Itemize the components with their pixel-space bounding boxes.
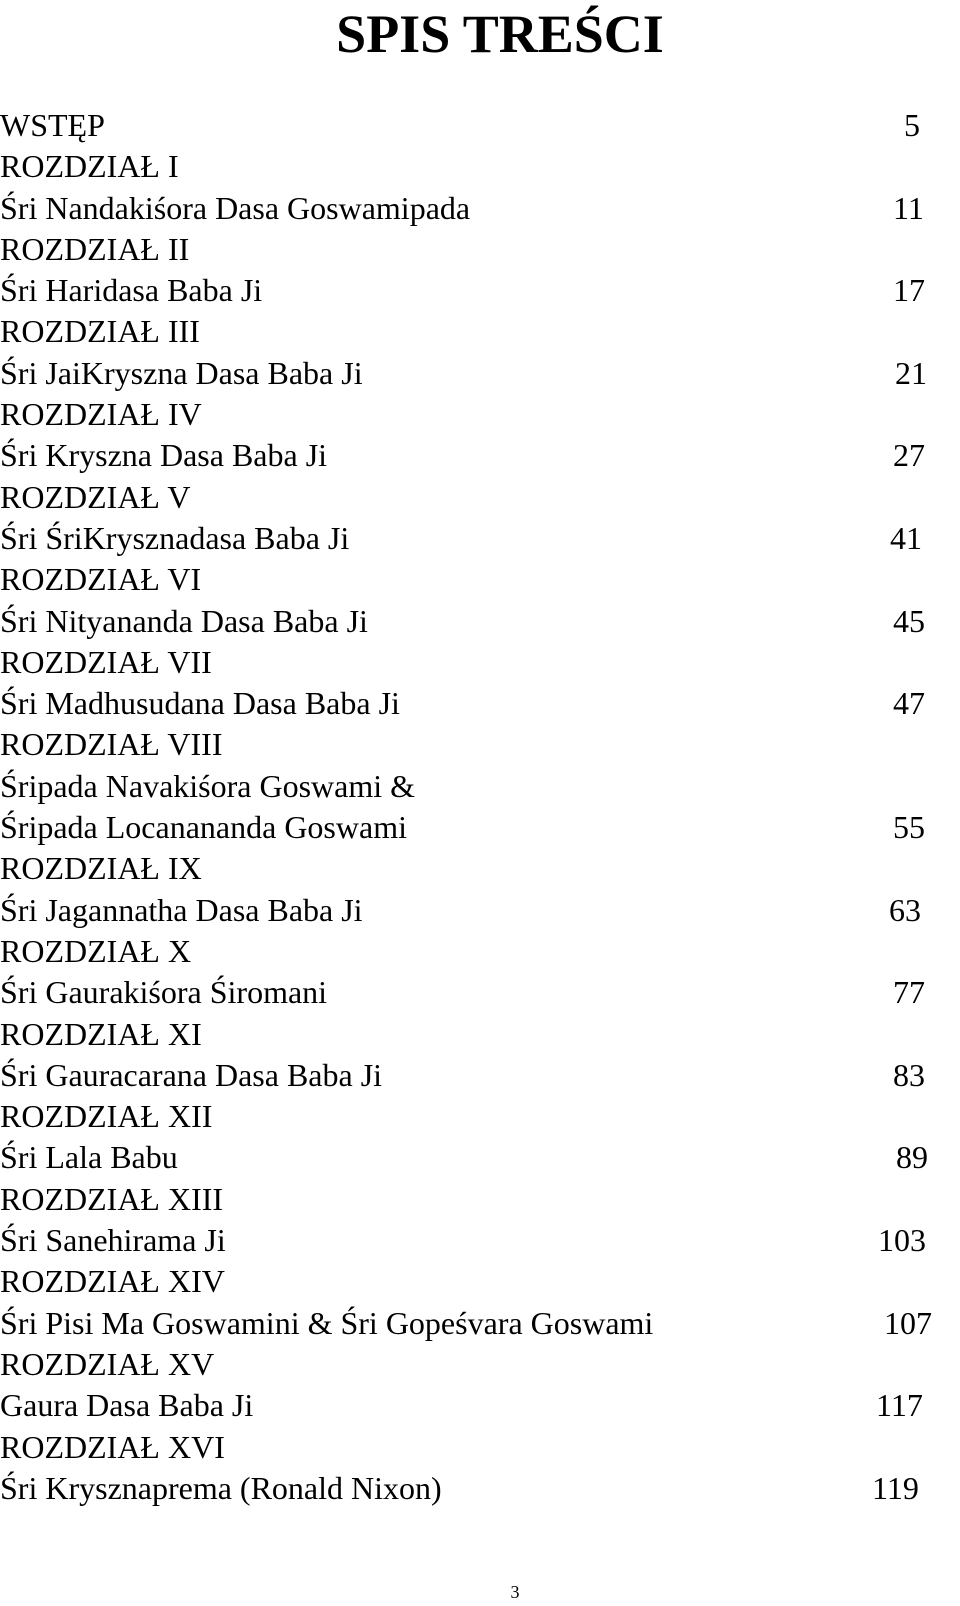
toc-entry-page: 103 bbox=[878, 1222, 926, 1259]
toc-entry bbox=[0, 972, 960, 1013]
toc-entry-title: Śri Madhusudana Dasa Baba Ji bbox=[0, 685, 400, 722]
toc-entry-page: 41 bbox=[890, 519, 922, 556]
toc-entry bbox=[0, 518, 960, 559]
toc-entry-page: 11 bbox=[893, 189, 924, 226]
toc-entry-title: ROZDZIAŁ II bbox=[0, 230, 190, 267]
toc-entry bbox=[0, 1344, 960, 1385]
toc-entry bbox=[0, 1385, 960, 1426]
toc-entry bbox=[0, 105, 960, 146]
toc-entry-title: ROZDZIAŁ XIII bbox=[0, 1180, 224, 1217]
toc-entry bbox=[0, 1055, 960, 1096]
toc-entry bbox=[0, 311, 960, 352]
toc-entry-title: ROZDZIAŁ XIV bbox=[0, 1263, 225, 1300]
toc-entry-title: Śri Kryszna Dasa Baba Ji bbox=[0, 437, 328, 474]
toc-entry-page: 5 bbox=[904, 107, 920, 143]
toc-entry-title: Śri Krysznaprema (Ronald Nixon) bbox=[0, 1469, 442, 1506]
toc-entry-title: ROZDZIAŁ XII bbox=[0, 1098, 213, 1135]
toc-entry-title: Śripada Locanananda Goswami bbox=[0, 809, 407, 846]
toc-entry-title: ROZDZIAŁ XVI bbox=[0, 1428, 225, 1465]
toc-entry-title: Śri ŚriKrysznadasa Baba Ji bbox=[0, 519, 350, 556]
toc-entry-title: ROZDZIAŁ III bbox=[0, 313, 200, 350]
toc-entry-page: 89 bbox=[896, 1139, 928, 1176]
toc-entry-page: 17 bbox=[893, 272, 925, 309]
toc-entry-page: 77 bbox=[893, 974, 925, 1011]
toc-entry bbox=[0, 601, 960, 642]
toc-entry-page: 119 bbox=[872, 1469, 919, 1506]
toc-entry-title: ROZDZIAŁ VIII bbox=[0, 726, 223, 763]
toc-entry-page: 83 bbox=[893, 1056, 925, 1093]
toc-entry-title: Śri Nandakiśora Dasa Goswamipada bbox=[0, 189, 471, 226]
toc-entry-title: Śri JaiKryszna Dasa Baba Ji bbox=[0, 354, 363, 391]
toc-entry bbox=[0, 766, 960, 807]
toc-entry-page: 21 bbox=[895, 354, 927, 391]
toc-entry bbox=[0, 270, 960, 311]
toc-entry-page: 27 bbox=[893, 437, 925, 474]
toc-entry bbox=[0, 807, 960, 848]
toc-entry-title: Śri Jagannatha Dasa Baba Ji bbox=[0, 891, 363, 928]
toc-entry-title: Śri Sanehirama Ji bbox=[0, 1222, 226, 1259]
toc-entry-page: 47 bbox=[893, 685, 925, 722]
toc-entry bbox=[0, 394, 960, 435]
toc-entry-title: ROZDZIAŁ IV bbox=[0, 396, 202, 433]
toc-entry-title: Śri Pisi Ma Goswamini & Śri Gopeśvara Goswami bbox=[0, 1304, 654, 1341]
toc-entry bbox=[0, 188, 960, 229]
toc-entry-page: 63 bbox=[889, 891, 921, 928]
toc-entry-title: Gaura Dasa Baba Ji bbox=[0, 1387, 254, 1424]
toc-entry-title: ROZDZIAŁ VII bbox=[0, 643, 212, 680]
toc-entry-page: 117 bbox=[876, 1387, 923, 1424]
toc-entry-title: Śri Nityananda Dasa Baba Ji bbox=[0, 602, 368, 639]
toc-entry bbox=[0, 890, 960, 931]
toc-entry-title: Śri Gaurakiśora Śiromani bbox=[0, 974, 328, 1011]
toc-entry bbox=[0, 642, 960, 683]
toc-entry bbox=[0, 931, 960, 972]
toc-entry bbox=[0, 477, 960, 518]
toc-entry bbox=[0, 683, 960, 724]
toc-entry-title: Śripada Navakiśora Goswami & bbox=[0, 767, 416, 804]
page-number: 3 bbox=[510, 1582, 520, 1602]
toc-entry bbox=[0, 353, 960, 394]
page-title: SPIS TREŚCI bbox=[336, 4, 664, 64]
toc-entry bbox=[0, 848, 960, 889]
toc-entry-title: ROZDZIAŁ I bbox=[0, 148, 179, 185]
toc-entry-title: ROZDZIAŁ IX bbox=[0, 850, 202, 887]
toc-entry-title: ROZDZIAŁ X bbox=[0, 932, 192, 969]
toc-entry-title: ROZDZIAŁ VI bbox=[0, 561, 202, 598]
toc-entry-title: ROZDZIAŁ V bbox=[0, 478, 191, 515]
toc-entry bbox=[0, 1179, 960, 1220]
toc-entry-title: WSTĘP bbox=[0, 107, 105, 143]
toc-entry-page: 45 bbox=[893, 602, 925, 639]
toc-entry bbox=[0, 1303, 960, 1344]
toc-entry bbox=[0, 724, 960, 765]
toc-entry bbox=[0, 146, 960, 187]
toc-entry-page: 55 bbox=[893, 809, 925, 846]
toc-entry-title: Śri Gauracarana Dasa Baba Ji bbox=[0, 1056, 383, 1093]
toc-entry bbox=[0, 1468, 960, 1509]
table-of-contents bbox=[0, 105, 960, 1509]
toc-entry bbox=[0, 1261, 960, 1302]
toc-entry-title: Śri Haridasa Baba Ji bbox=[0, 272, 263, 309]
toc-entry bbox=[0, 435, 960, 476]
toc-entry bbox=[0, 559, 960, 600]
toc-entry bbox=[0, 1427, 960, 1468]
toc-entry bbox=[0, 1220, 960, 1261]
toc-entry-title: ROZDZIAŁ XI bbox=[0, 1015, 202, 1052]
toc-entry bbox=[0, 229, 960, 270]
toc-entry bbox=[0, 1096, 960, 1137]
toc-entry-title: ROZDZIAŁ XV bbox=[0, 1345, 215, 1382]
toc-entry-title: Śri Lala Babu bbox=[0, 1139, 178, 1176]
toc-entry bbox=[0, 1137, 960, 1178]
toc-entry bbox=[0, 1014, 960, 1055]
toc-entry-page: 107 bbox=[884, 1304, 932, 1341]
